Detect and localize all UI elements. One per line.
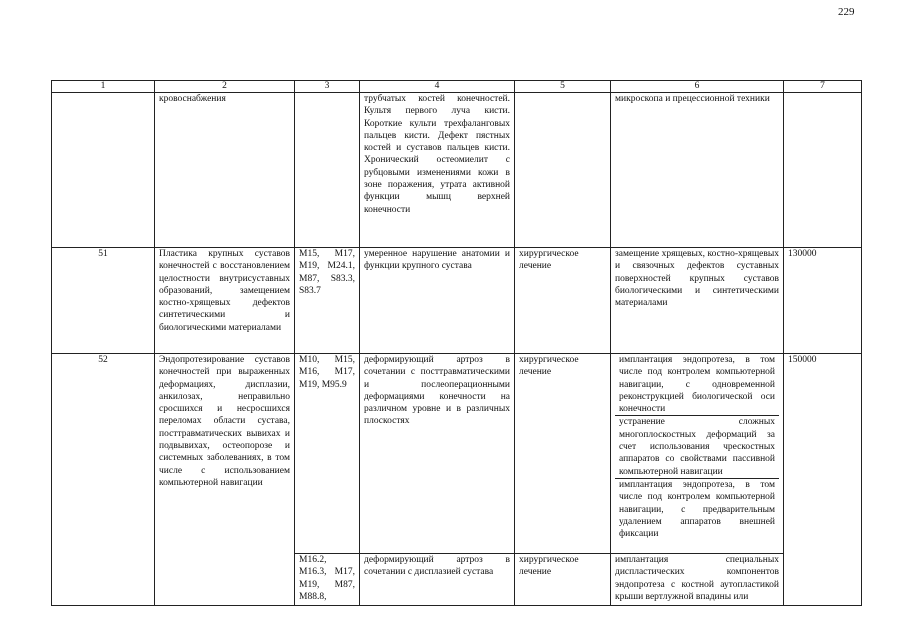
procedure-name-cell: кровоснабжения [155,93,295,248]
icd-codes-cell: M16.2, M16.3, M17, M19, M87, M88.8, [295,554,360,606]
cost-cell: 130000 [784,248,862,354]
table-header-row [52,81,862,93]
treatment-method-cell: имплантация специальных диспластических компонентов эндопротеза с костной аутопластикой крыши вертлужной впадины или [611,554,784,606]
patient-model-cell: трубчатых костей конечностей. Культя первого луча кисти. Короткие культи трехфаланговых пальцев кисти. Дефект пястных костей и суставов пальцев кисти. Хронический остеомиелит с рубцовыми изменениями кожи в зоне поражения, утрата активной функции мышц верхней конечности [360,93,515,248]
icd-codes-cell: M10, M15, M16, M17, M19, M95.9 [295,354,360,554]
column-header: 7 [784,81,862,93]
cost-cell: 150000 [784,354,862,606]
procedure-name-cell: Эндопротезирование суставов конечностей при выраженных деформациях, дисплазии, анкилозах, неправильно сросшихся и несросшихся переломах области сустава, посттравматических вывихах и подвывихах, остеопорозе и системных заболеваниях, в том числе с использованием компьютерной навигации [155,354,295,606]
cost-cell [784,93,862,248]
procedures-table [51,80,862,606]
treatment-type-cell: хирургическое лечение [515,354,611,554]
treatment-type-cell [515,93,611,248]
column-header: 1 [52,81,155,93]
patient-model-cell: деформирующий артроз в сочетании с дисплазией сустава [360,554,515,606]
treatment-method-item: устранение сложных многоплоскостных деформаций за счет использования чрескостных аппаратов со свойствами пассивной компьютерной навигации [615,416,779,478]
column-header: 6 [611,81,784,93]
patient-model-cell: умеренное нарушение анатомии и функции крупного сустава [360,248,515,354]
treatment-method-cell: замещение хрящевых, костно-хрящевых и связочных дефектов суставных поверхностей крупных суставов биологическими и синтетическими материалами [611,248,784,354]
treatment-method-cell: микроскопа и прецессионной техники [611,93,784,248]
treatment-method-item: имплантация эндопротеза, в том числе под контролем компьютерной навигации, с одновременной реконструкцией биологической оси конечности [615,354,779,416]
treatment-method-item: имплантация эндопротеза, в том числе под контролем компьютерной навигации, с предварительным удалением аппаратов внешней фиксации [619,479,775,540]
treatment-type-cell: хирургическое лечение [515,248,611,354]
row-number-cell: 52 [52,354,155,606]
row-number-cell [52,93,155,248]
table-row [52,354,862,554]
icd-codes-cell [295,93,360,248]
page-number: 229 [838,6,855,18]
icd-codes-cell: M15, M17, M19, M24.1, M87, S83.3, S83.7 [295,248,360,354]
patient-model-cell: деформирующий артроз в сочетании с посттравматическими и послеоперационными деформациями конечности на различном уровне и в различных плоскостях [360,354,515,554]
table-row [52,248,862,354]
column-header: 4 [360,81,515,93]
table-row [52,93,862,248]
column-header: 2 [155,81,295,93]
procedure-name-cell: Пластика крупных суставов конечностей с восстановлением целостности внутрисуставных образований, замещением костно-хрящевых дефектов синтетическими и биологическими материалами [155,248,295,354]
treatment-type-cell: хирургическое лечение [515,554,611,606]
treatment-method-cell [611,354,784,554]
row-number-cell: 51 [52,248,155,354]
column-header: 5 [515,81,611,93]
column-header: 3 [295,81,360,93]
